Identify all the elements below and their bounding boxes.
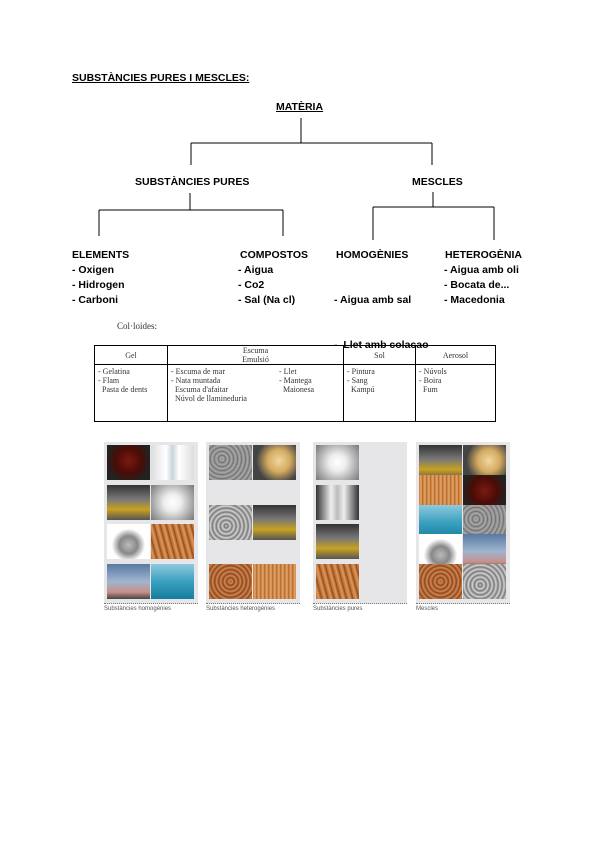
salt-crystals-photo <box>316 445 359 480</box>
wood-grain-photo <box>253 564 296 599</box>
list-item: - Aigua amb oli <box>444 264 519 276</box>
panel-label-homogenies: Substàncies homogènies <box>104 606 172 612</box>
cell-line: Kampú <box>351 385 375 394</box>
elements-list <box>72 263 125 308</box>
cell-line: - Flam <box>98 376 120 385</box>
image-panel-pures <box>313 442 407 604</box>
panel-divider <box>416 603 510 604</box>
cell-line: - Sang <box>347 376 368 385</box>
red-wine-glass-photo <box>107 445 150 480</box>
cell-line: - Pintura <box>347 367 375 376</box>
col-header-emulsio: Emulsió <box>242 355 269 364</box>
salt-photo <box>151 485 194 520</box>
list-item: - Bocata de... <box>444 279 510 291</box>
seeds-photo <box>209 564 252 599</box>
panel-divider <box>313 603 407 604</box>
image-panel-heterogenies <box>206 442 300 604</box>
cappuccino-photo <box>253 445 296 480</box>
tree-node-mescles: MESCLES <box>412 176 463 188</box>
cell-aerosol <box>416 365 496 422</box>
gravel-photo <box>209 445 252 480</box>
cell-line: - Mantega <box>279 376 312 385</box>
cell-line: - Boira <box>419 376 442 385</box>
tree-node-homogenies: HOMOGÈNIES <box>336 249 409 261</box>
panel-divider <box>206 603 300 604</box>
cell-emulsio <box>276 365 344 422</box>
col-header-sol: Sol <box>344 346 416 365</box>
page-title: SUBSTÀNCIES PURES I MESCLES: <box>72 72 250 84</box>
cell-line: Fum <box>423 385 438 394</box>
cell-line: Escuma d'afaitar <box>175 385 229 394</box>
compostos-list <box>238 263 295 308</box>
cell-line: - Escuma de mar <box>171 367 225 376</box>
table-row <box>95 365 496 422</box>
panel-label-mescles: Mescles <box>416 606 439 612</box>
table-header-row <box>95 346 496 365</box>
granite-photo <box>463 564 506 599</box>
water-glass-photo <box>151 445 194 480</box>
image-panel-mescles <box>416 442 510 604</box>
list-item: - Hidrogen <box>72 279 125 291</box>
panel-divider <box>104 603 198 604</box>
list-item: - Llet amb colacao <box>334 339 429 351</box>
seeds-photo <box>419 564 462 599</box>
colloids-title: Col·loides: <box>117 321 157 331</box>
cell-sol <box>344 365 416 422</box>
col-header-escuma: Escuma <box>242 346 269 355</box>
col-header-gel: Gel <box>95 346 168 365</box>
tree-node-substancies-pures: SUBSTÀNCIES PURES <box>135 176 250 188</box>
col-header-aerosol: Aerosol <box>416 346 496 365</box>
cell-gel <box>95 365 168 422</box>
silver-gravy-boat-photo <box>107 524 150 559</box>
oil-glass-photo <box>107 485 150 520</box>
cell-line: Pasta de dents <box>102 385 148 394</box>
image-panel-homogenies <box>104 442 198 604</box>
tree-root-materia: MATÈRIA <box>276 101 324 113</box>
heterogenia-list <box>444 263 519 308</box>
col-header-escuma-emulsio <box>168 346 344 365</box>
oil-glass-photo <box>316 524 359 559</box>
tree-node-elements: ELEMENTS <box>72 249 130 261</box>
panel-label-pures: Substàncies pures <box>313 606 363 612</box>
list-item: - Co2 <box>238 279 265 291</box>
granite-photo <box>209 505 252 540</box>
list-item: - Aigua amb sal <box>334 294 412 306</box>
water-glass-dark-photo <box>316 485 359 520</box>
list-item: - Carboni <box>72 294 119 306</box>
cell-line: - Llet <box>279 367 297 376</box>
wind-turbine-sky-photo <box>107 564 150 599</box>
colloids-table <box>94 345 496 422</box>
tree-node-heterogenia: HETEROGÈNIA <box>445 249 523 261</box>
panel-label-heterogenies: Substàncies heterogènies <box>206 606 276 612</box>
list-item: - Aigua <box>238 264 274 276</box>
copper-wire-photo <box>316 564 359 599</box>
tree-node-compostos: COMPOSTOS <box>240 249 309 261</box>
cell-escuma <box>168 365 277 422</box>
cell-line: Maionesa <box>283 385 315 394</box>
oil-water-glass-photo <box>253 505 296 540</box>
list-item: - Oxigen <box>72 264 115 276</box>
cell-line: - Gelatina <box>98 367 130 376</box>
cell-line: - Núvols <box>419 367 447 376</box>
cell-line: - Nata muntada <box>171 376 221 385</box>
list-item: - Sal (Na cl) <box>238 294 296 306</box>
copper-wire-photo <box>151 524 194 559</box>
cell-line: Núvol de llamineduria <box>175 394 247 403</box>
list-item: - Macedonia <box>444 294 505 306</box>
sea-water-photo <box>151 564 194 599</box>
